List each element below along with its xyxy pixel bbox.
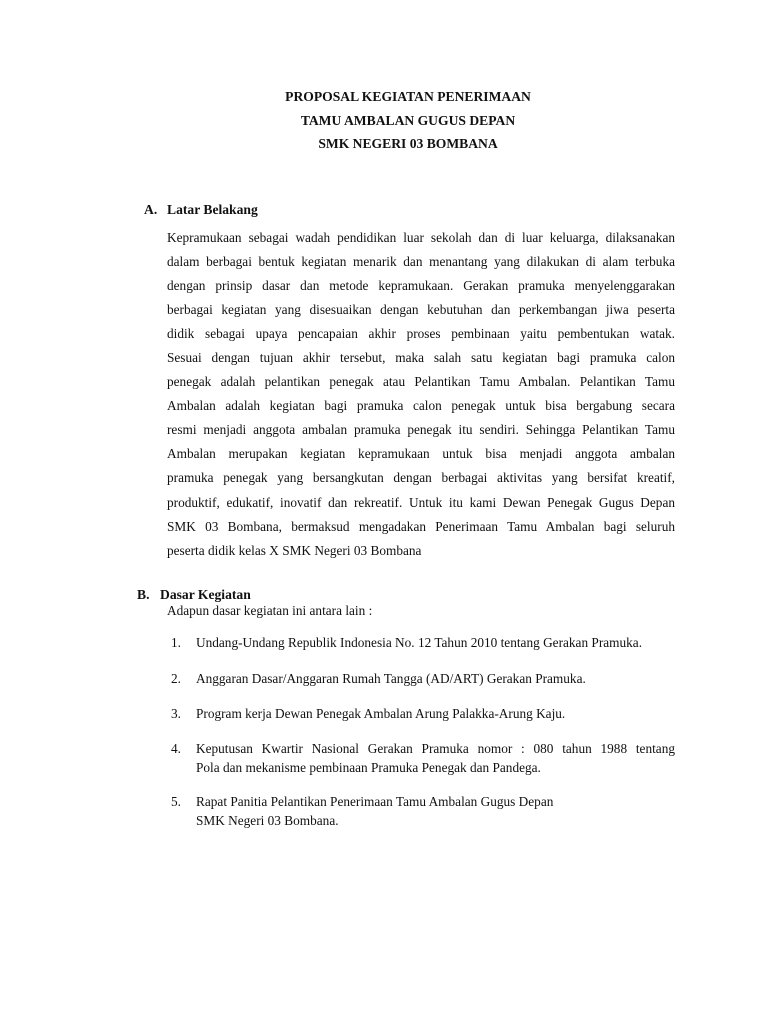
paragraph-line: peserta didik kelas X SMK Negeri 03 Bombana: [167, 542, 422, 558]
list-number: 3.: [171, 706, 181, 721]
list-text: Rapat Panitia Pelantikan Penerimaan Tamu Ambalan Gugus Depan: [196, 794, 554, 809]
list-item: [171, 633, 675, 652]
section-b-intro: Adapun dasar kegiatan ini antara lain :: [167, 603, 373, 618]
list-text: Keputusan Kwartir Nasional Gerakan Pramuka nomor : 080 tahun 1988 tentang: [196, 741, 675, 756]
paragraph-line: produktif, edukatif, inovatif dan rekreatif. Untuk itu kami Dewan Penegak Gugus Depan: [167, 494, 675, 510]
paragraph-line: Ambalan merupakan kegiatan kepramukaan untuk bisa menjadi anggota ambalan: [167, 446, 675, 462]
section-a-heading: [144, 202, 258, 218]
list-text: SMK Negeri 03 Bombana.: [196, 813, 339, 828]
section-b-title: Dasar Kegiatan: [160, 587, 251, 602]
paragraph-line: pramuka penegak yang bersangkutan dengan berbagai aktivitas yang bersifat kreatif,: [167, 470, 675, 486]
section-a-title: Latar Belakang: [167, 202, 258, 217]
list-text: Undang-Undang Republik Indonesia No. 12 Tahun 2010 tentang Gerakan Pramuka.: [196, 635, 643, 650]
paragraph-line: resmi menjadi anggota ambalan pramuka penegak itu sendiri. Sehingga Pelantikan Tamu: [167, 422, 675, 438]
list-text: Pola dan mekanisme pembinaan Pramuka Penegak dan Pandega.: [196, 760, 541, 775]
list-item: [171, 704, 675, 723]
section-b-heading: [137, 587, 251, 603]
paragraph-line: berbagai kegiatan yang disesuaikan dengan kebutuhan dan perkembangan jiwa peserta: [167, 302, 675, 318]
paragraph-line: SMK 03 Bombana, bermaksud mengadakan Penerimaan Tamu Ambalan bagi seluruh: [167, 518, 675, 534]
section-a-paragraph: [167, 226, 675, 563]
list-text: Program kerja Dewan Penegak Ambalan Arung Palakka-Arung Kaju.: [196, 706, 566, 721]
title-line: SMK NEGERI 03 BOMBANA: [318, 136, 498, 151]
document-title: [0, 85, 768, 156]
list-number: 2.: [171, 671, 181, 686]
paragraph-line: didik sebagai upaya pencapaian akhir proses pembinaan yaitu pembentukan watak.: [167, 326, 675, 342]
paragraph-line: dengan prinsip dasar dan metode kepramukaan. Gerakan pramuka menyelenggarakan: [167, 278, 675, 294]
list-number: 5.: [171, 794, 181, 809]
paragraph-line: penegak adalah pelantikan penegak atau Pelantikan Tamu Ambalan. Pelantikan Tamu: [167, 374, 675, 390]
section-b-letter: B.: [137, 587, 150, 602]
paragraph-line: dalam berbagai bentuk kegiatan menarik dan menantang yang dilakukan di alam terbuka: [167, 254, 675, 270]
paragraph-line: Kepramukaan sebagai wadah pendidikan luar sekolah dan di luar keluarga, dilaksanakan: [167, 230, 675, 245]
paragraph-line: Ambalan adalah kegiatan bagi pramuka calon penegak untuk bisa bergabung secara: [167, 398, 675, 414]
list-item: [171, 792, 675, 830]
list-item: [171, 739, 675, 777]
paragraph-line: Sesuai dengan tujuan akhir tersebut, maka salah satu kegiatan bagi pramuka calon: [167, 350, 675, 366]
list-number: 4.: [171, 741, 181, 756]
list-text: Anggaran Dasar/Anggaran Rumah Tangga (AD/ART) Gerakan Pramuka.: [196, 671, 586, 686]
title-line: PROPOSAL KEGIATAN PENERIMAAN: [285, 89, 531, 104]
list-number: 1.: [171, 635, 181, 650]
list-item: [171, 669, 675, 688]
title-line: TAMU AMBALAN GUGUS DEPAN: [300, 112, 516, 128]
section-a-letter: A.: [144, 202, 158, 217]
